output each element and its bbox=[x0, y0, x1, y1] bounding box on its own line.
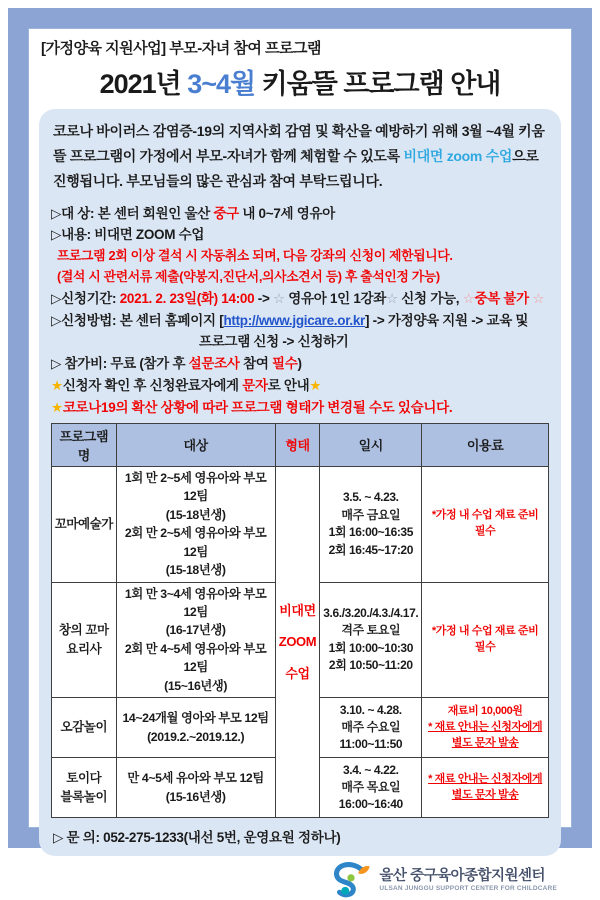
page-border-frame bbox=[8, 8, 592, 892]
notice-participation-fee: ▷ 참가비: 무료 (참가 후 설문조사 참여 필수) bbox=[51, 356, 302, 372]
contact-line: ▷ 문 의: 052-275-1233(내선 5번, 운영요원 정하나) bbox=[53, 830, 341, 846]
program-target: 14~24개월 영아와 부모 12팀 (2019.2.~2019.12.) bbox=[116, 698, 275, 758]
program-schedule: 3.10. ~ 4.28. 매주 수요일 11:00~11:50 bbox=[320, 698, 422, 758]
program-table bbox=[51, 423, 549, 818]
notice-content: ▷내용: 비대면 ZOOM 수업 bbox=[51, 227, 205, 243]
notice-application-method-line2: 프로그램 신청 -> 신청하기 bbox=[199, 334, 349, 350]
notice-covid-change: ★코로나19의 확산 상황에 따라 프로그램 형태가 변경될 수도 있습니다. bbox=[51, 400, 453, 416]
program-name: 오감놀이 bbox=[52, 698, 117, 758]
org-name-korean: 울산 중구육아종합지원센터 bbox=[379, 867, 546, 884]
notice-target: ▷대 상: 본 센터 회원인 울산 중구 내 0~7세 영유아 bbox=[51, 205, 335, 221]
col-header-fee: 이용료 bbox=[422, 423, 549, 466]
flyer-card bbox=[28, 28, 572, 892]
table-header-row bbox=[52, 423, 549, 466]
col-header-target: 대상 bbox=[116, 423, 275, 466]
program-schedule: 3.5. ~ 4.23. 매주 금요일 1회 16:00~16:35 2회 16:45~17:20 bbox=[320, 466, 422, 582]
col-header-type: 형태 bbox=[275, 423, 320, 466]
notice-absence-warning: 프로그램 2회 이상 결석 시 자동취소 되며, 다음 강좌의 신청이 제한됩니다. bbox=[57, 248, 453, 264]
intro-paragraph: 코로나 바이러스 감염증-19의 지역사회 감염 및 확산을 예방하기 위해 3월 ~4월 키움뜰 프로그램이 가정에서 부모-자녀가 함께 체험할 수 있도록 비대면 zoom 수업으로 진행됩니다. 부모님들의 많은 관심과 참여 부탁드립니다. bbox=[53, 123, 545, 190]
notice-absence-documents: (결석 시 관련서류 제출(약봉지,진단서,의사소견서 등) 후 출석인정 가능) bbox=[57, 269, 440, 284]
program-schedule: 3.4. ~ 4.22. 매주 목요일 16:00~16:40 bbox=[320, 758, 422, 818]
notice-sms-guide: ★신청자 확인 후 신청완료자에게 문자로 안내★ bbox=[51, 378, 322, 394]
program-name: 창의 꼬마 요리사 bbox=[52, 582, 117, 698]
program-fee: 재료비 10,000원 * 재료 안내는 신청자에게 별도 문자 발송 bbox=[422, 698, 549, 758]
childcare-center-logo-icon bbox=[329, 862, 373, 898]
footer bbox=[39, 856, 561, 900]
program-fee: *가정 내 수업 재료 준비 필수 bbox=[422, 582, 549, 698]
program-schedule: 3.6./3.20./4.3./4.17. 격주 토요일 1회 10:00~10:30 2회 10:50~11:20 bbox=[320, 582, 422, 698]
col-header-program: 프로그램명 bbox=[52, 423, 117, 466]
title-pre: 2021년 bbox=[99, 69, 188, 99]
category-line: [가정양육 지원사업] 부모-자녀 참여 프로그램 bbox=[41, 40, 321, 57]
program-type-merged: 비대면 ZOOM 수업 bbox=[275, 466, 320, 817]
page-title bbox=[39, 62, 561, 101]
program-target: 만 4~5세 유아와 부모 12팀 (15-16년생) bbox=[116, 758, 275, 818]
program-target: 1회 만 2~5세 영유아와 부모 12팀 (15-18년생) 2회 만 2~5세 영유아와 부모 12팀 (15-18년생) bbox=[116, 466, 275, 582]
notice-application-period: ▷신청기간: 2021. 2. 23일(화) 14:00 -> ☆ 영유아 1인 1강좌☆ 신청 가능, ☆중복 불가 ☆ bbox=[51, 290, 545, 306]
notice-application-method[interactable]: ▷신청방법: 본 센터 홈페이지 [http://www.jgicare.or.kr] -> 가정양육 지원 -> 교육 및 bbox=[51, 312, 529, 328]
info-panel bbox=[39, 109, 561, 856]
title-post: 키움뜰 프로그램 안내 bbox=[255, 69, 501, 99]
program-fee: * 재료 안내는 신청자에게 별도 문자 발송 bbox=[422, 758, 549, 818]
program-target: 1회 만 3~4세 영유아와 부모 12팀 (16-17년생) 2회 만 4~5세 영유아와 부모 12팀 (15~16년생) bbox=[116, 582, 275, 698]
col-header-datetime: 일시 bbox=[320, 423, 422, 466]
org-name-english: ULSAN JUNGGU SUPPORT CENTER FOR CHILDCARE bbox=[379, 884, 557, 892]
program-name: 토이다 블록놀이 bbox=[52, 758, 117, 818]
table-row bbox=[52, 466, 549, 582]
program-fee: *가정 내 수업 재료 준비 필수 bbox=[422, 466, 549, 582]
program-name: 꼬마예술가 bbox=[52, 466, 117, 582]
title-highlight: 3~4월 bbox=[187, 69, 256, 99]
